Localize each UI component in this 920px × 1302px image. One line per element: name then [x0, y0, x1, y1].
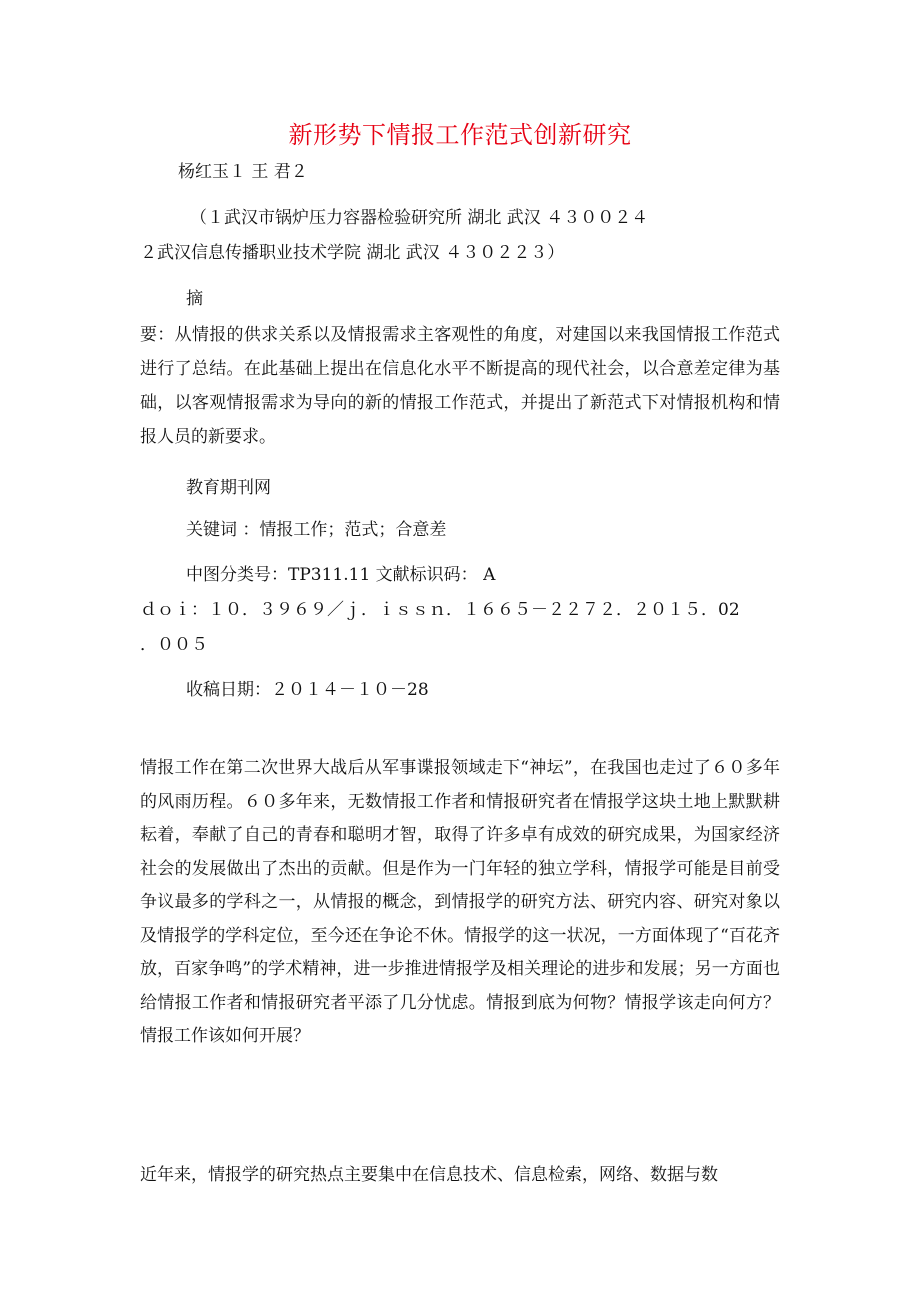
source-label: 教育期刊网	[186, 478, 271, 498]
article-title: 新形势下情报工作范式创新研究	[288, 121, 632, 149]
received-date: 收稿日期：２０１４－１０－28	[186, 680, 429, 700]
body-paragraph-2: 近年来，情报学的研究热点主要集中在信息技术、信息检索，网络、数据与数	[140, 1165, 718, 1185]
authors: 杨红玉１ 王 君２	[178, 162, 308, 182]
affiliation-2: ２武汉信息传播职业技术学院 湖北 武汉 ４３０２２３）	[140, 243, 565, 263]
body-paragraph-1: 情报工作在第二次世界大战后从军事谍报领域走下“神坛”，在我国也走过了６０多年的风雨历程。６０多年来，无数情报工作者和情报研究者在情报学这块土地上默默耕耘着，奉献了自己的青春和聪明才智，取得了许多卓有成效的研究成果，为国家经济社会的发展做出了杰出的贡献。但是作为一门年轻的独立学科，情报学可能是目前受争议最多的学科之一，从情报的概念，到情报学的研究方法、研究内容、研究对象以及情报学的学科定位，至今还在争论不休。情报学的这一状况，一方面体现了“百花齐放，百家争鸣”的学术精神，进一步推进情报学及相关理论的进步和发展；另一方面也给情报工作者和情报研究者平添了几分忧虑。情报到底为何物？情报学该走向何方？情报工作该如何开展？	[140, 758, 780, 1046]
classification: 中图分类号：TP311.11 文献标识码： A	[186, 565, 496, 585]
keywords: 关键词 ：情报工作；范式；合意差	[186, 520, 447, 540]
abstract-text: 要：从情报的供求关系以及情报需求主客观性的角度，对建国以来我国情报工作范式进行了总结。在此基础上提出在信息化水平不断提高的现代社会，以合意差定律为基础，以客观情报需求为导向的新的情报工作范式，并提出了新范式下对情报机构和情报人员的新要求。	[140, 325, 780, 447]
doi-line-1: ｄｏｉ：１０．３９６９／ｊ．ｉｓｓｎ．１６６５－２２７２．２０１５．02	[140, 600, 740, 620]
abstract-heading: 摘	[186, 289, 203, 309]
affiliation-1: （１武汉市锅炉压力容器检验研究所 湖北 武汉 ４３００２４	[190, 208, 649, 228]
doi-line-2: ．００５	[140, 635, 208, 655]
